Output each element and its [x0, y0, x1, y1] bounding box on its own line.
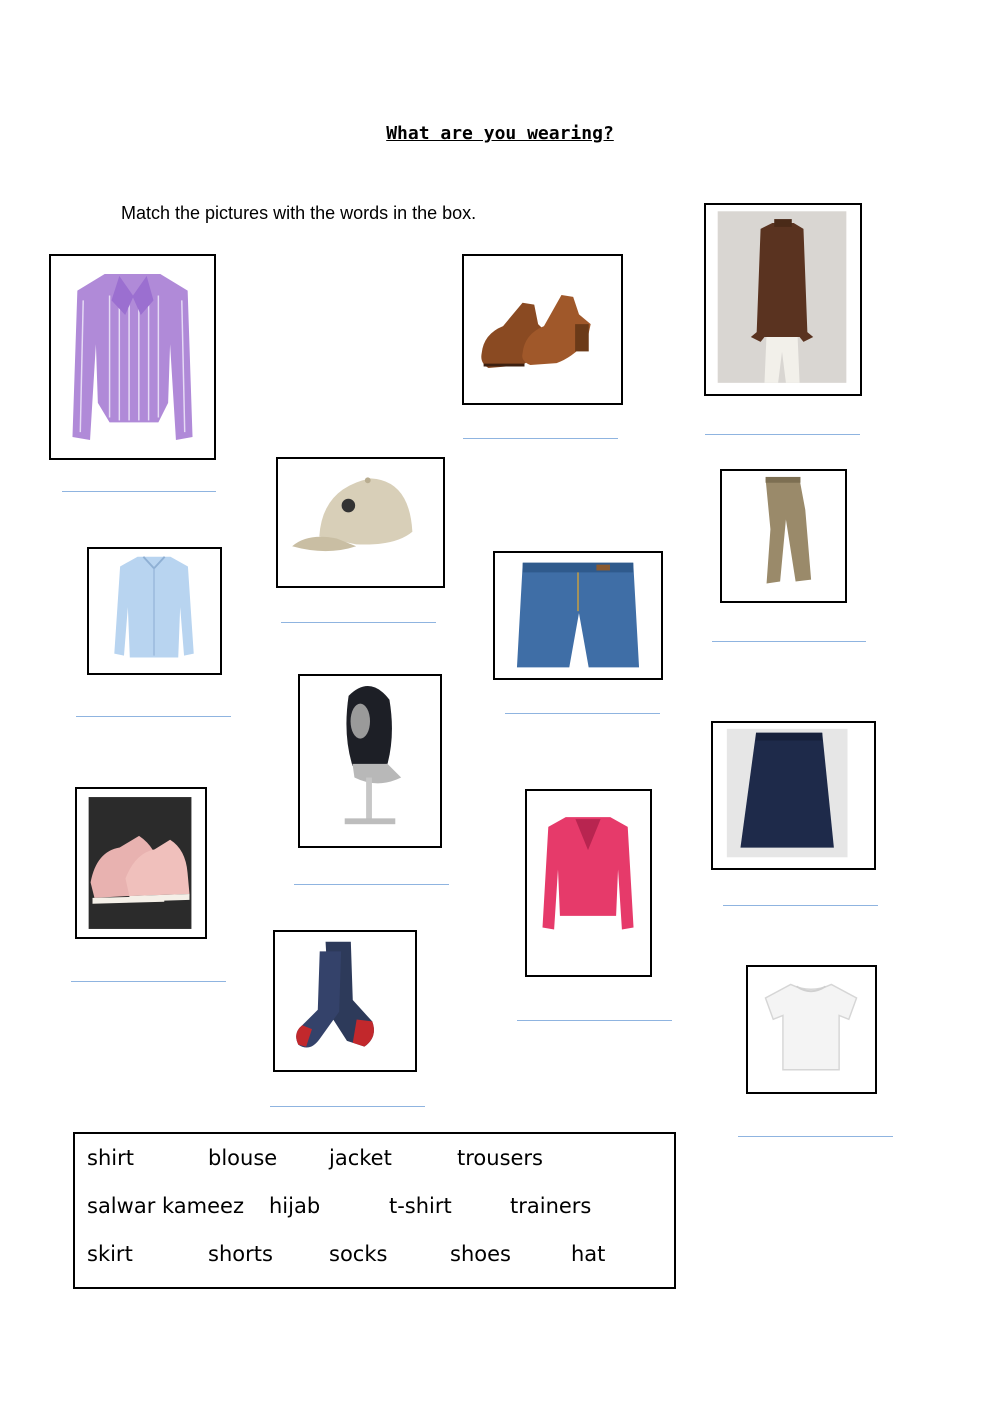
word: hijab	[269, 1194, 321, 1218]
word: trousers	[457, 1146, 543, 1170]
picture-shirt	[87, 547, 222, 675]
hijab-icon	[300, 676, 440, 846]
answer-line[interactable]	[62, 491, 216, 492]
picture-hijab	[298, 674, 442, 848]
word-box	[73, 1132, 676, 1289]
answer-line[interactable]	[76, 716, 231, 717]
picture-skirt	[711, 721, 876, 870]
socks-icon	[275, 932, 415, 1070]
picture-t-shirt	[746, 965, 877, 1094]
picture-trainers	[75, 787, 207, 939]
answer-line[interactable]	[723, 905, 878, 906]
picture-salwar-kameez	[704, 203, 862, 396]
picture-blouse	[49, 254, 216, 460]
pink-trainers-icon	[77, 789, 205, 937]
word: shoes	[450, 1242, 511, 1266]
word: socks	[329, 1242, 388, 1266]
white-t-shirt-icon	[748, 967, 875, 1092]
navy-skirt-icon	[713, 723, 874, 868]
answer-line[interactable]	[517, 1020, 672, 1021]
picture-shoes	[462, 254, 623, 405]
picture-hat	[276, 457, 445, 588]
answer-line[interactable]	[463, 438, 618, 439]
instruction-text: Match the pictures with the words in the box.	[121, 203, 477, 223]
picture-shorts	[493, 551, 663, 680]
answer-line[interactable]	[294, 884, 449, 885]
pink-jacket-icon	[527, 791, 650, 975]
page-title: What are you wearing?	[386, 123, 614, 144]
word: salwar kameez	[87, 1194, 244, 1218]
cap-hat-icon	[278, 459, 443, 586]
picture-socks	[273, 930, 417, 1072]
word: shorts	[208, 1242, 273, 1266]
salwar-kameez-icon	[706, 205, 860, 394]
word: trainers	[510, 1194, 592, 1218]
word: t-shirt	[389, 1194, 452, 1218]
word: hat	[571, 1242, 606, 1266]
answer-line[interactable]	[712, 641, 866, 642]
word: blouse	[208, 1146, 278, 1170]
trousers-icon	[722, 471, 845, 601]
purple-blouse-icon	[51, 256, 214, 458]
picture-trousers	[720, 469, 847, 603]
answer-line[interactable]	[705, 434, 860, 435]
denim-shorts-icon	[495, 553, 661, 678]
picture-jacket	[525, 789, 652, 977]
answer-line[interactable]	[270, 1106, 425, 1107]
answer-line[interactable]	[505, 713, 660, 714]
answer-line[interactable]	[738, 1136, 893, 1137]
blue-shirt-icon	[89, 549, 220, 673]
brown-shoes-icon	[464, 256, 621, 403]
word: jacket	[329, 1146, 392, 1170]
word: skirt	[87, 1242, 133, 1266]
word: shirt	[87, 1146, 134, 1170]
answer-line[interactable]	[281, 622, 436, 623]
answer-line[interactable]	[71, 981, 226, 982]
